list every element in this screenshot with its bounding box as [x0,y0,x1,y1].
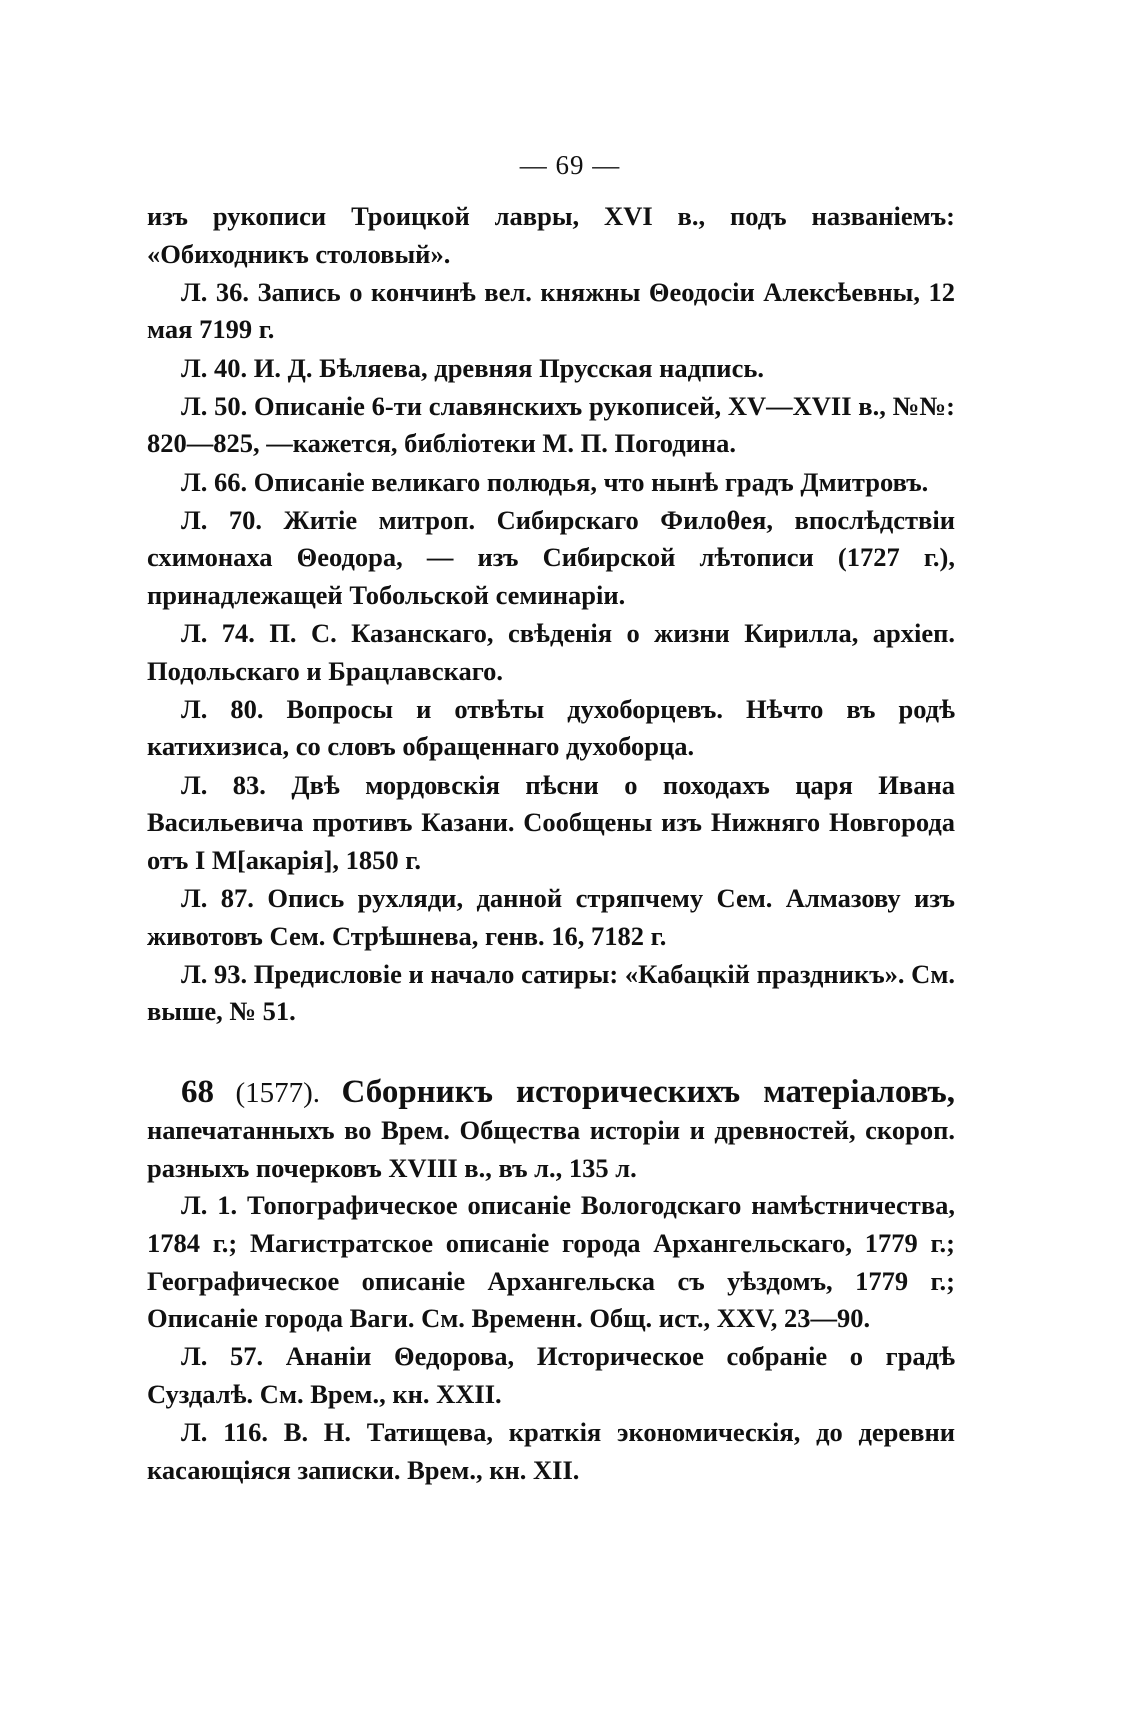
paragraph: Л. 116. В. Н. Татищева, краткія экономическія, до деревни касающіяся записки. Врем., кн. XII. [147,1417,955,1485]
main-text [147,198,955,1490]
entry-description: напечатанныхъ во Врем. Общества исторіи и древностей, скороп. разныхъ почерковъ XVIII в., въ л., 135 л. [147,1115,955,1183]
section-gap [147,1032,955,1074]
paragraph: Л. 40. И. Д. Бѣляева, древняя Прусская надпись. [181,352,764,383]
entry-heading [147,1074,955,1188]
page-number: — 69 — [519,150,621,180]
paragraph: Л. 70. Житіе митроп. Сибирскаго Филоθея, впослѣдствіи схимонаха Θеодора, — изъ Сибирской лѣтописи (1727 г.), принадлежащей Тобольской семинаріи. [147,504,955,610]
paragraph: Л. 93. Предисловіе и начало сатиры: «Кабацкій праздникъ». См. выше, № 51. [147,958,955,1027]
paragraph: Л. 36. Запись о кончинѣ вел. княжны Θеодосіи Алексѣевны, 12 мая 7199 г. [147,276,955,345]
paragraph: Л. 66. Описаніе великаго полюдья, что нынѣ градъ Дмитровъ. [181,466,929,497]
paragraph: Л. 1. Топографическое описаніе Вологодскаго намѣстничества, 1784 г.; Магистратское описаніе города Архангельскаго, 1779 г.; Географическое описаніе Архангельска съ уѣздомъ, 1779 г.; Описаніе города Ваги. См. Временн. Общ. ист., XXV, 23—90. [147,1190,955,1334]
paragraph: изъ рукописи Троицкой лавры, XVI в., подъ названіемъ: «Обиходникъ столовый». [147,201,955,269]
paragraph: Л. 74. П. С. Казанскаго, свѣденія о жизни Кирилла, архіеп. Подольскаго и Брацлавскаго. [147,618,955,686]
paragraph: Л. 87. Опись рухляди, данной стряпчему Сем. Алмазову изъ животовъ Сем. Стрѣшнева, генв. 16, 7182 г. [147,883,955,951]
paragraph: Л. 57. Ананіи Θедорова, Историческое собраніе о градѣ Суздалѣ. См. Врем., кн. XXII. [147,1341,955,1409]
paragraph: Л. 50. Описаніе 6-ти славянскихъ рукописей, XV—XVII в., №№: 820—825, —кажется, библіотеки М. П. Погодина. [147,390,955,459]
entry-catalog-number: (1577). [235,1076,321,1109]
paragraph: Л. 83. Двѣ мордовскія пѣсни о походахъ царя Ивана Васильевича противъ Казани. Сообщены изъ Нижняго Новгорода отъ I М[акарія], 1850 г. [147,769,955,875]
entry-title: Сборникъ историческихъ матеріаловъ, [341,1073,955,1110]
entry-number: 68 [181,1073,214,1110]
paragraph: Л. 80. Вопросы и отвѣты духоборцевъ. Нѣчто въ родѣ катихизиса, со словъ обращеннаго духоборца. [147,693,955,762]
